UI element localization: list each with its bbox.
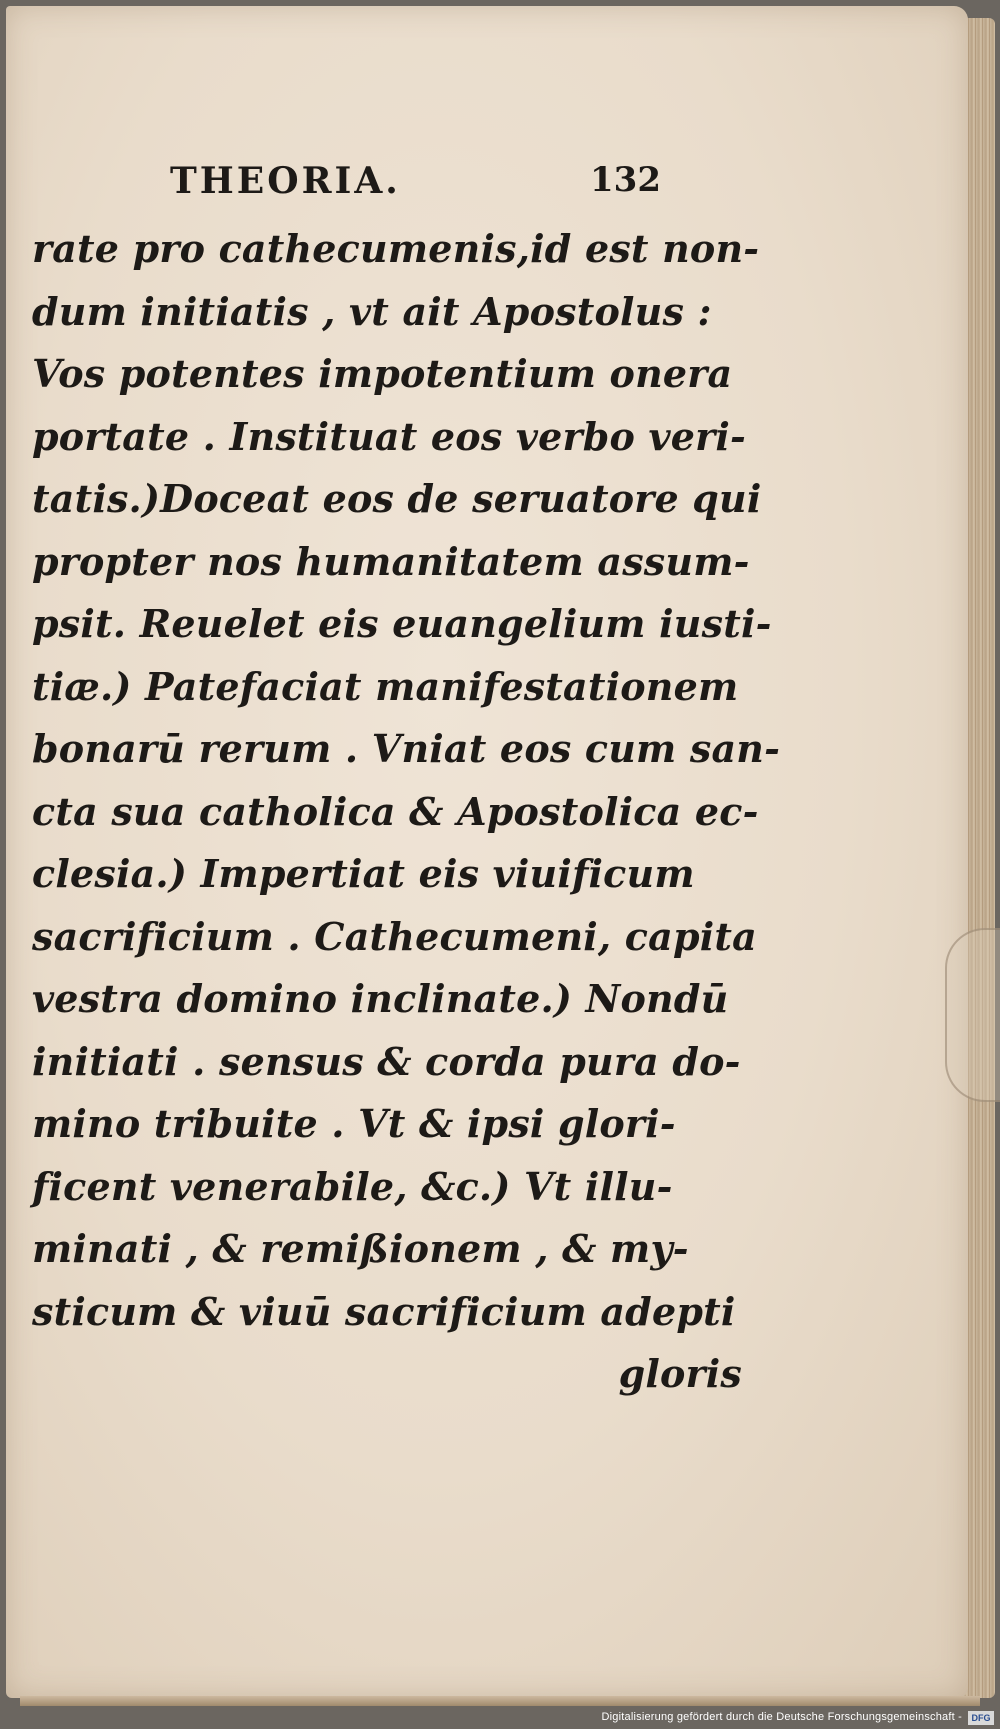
book-bottom-edge (20, 1696, 980, 1706)
text-line: minati , & remißionem , & my- (32, 1226, 689, 1271)
text-line: portate . Instituat eos verbo veri- (32, 413, 746, 459)
text-line: tatis.)Doceat eos de seruatore qui (32, 476, 762, 521)
text-line: dum initiatis , vt ait Apostolus : (32, 288, 712, 334)
page-clip (945, 928, 1000, 1102)
text-line: ficent venerabile, &c.) Vt illu- (32, 1163, 673, 1209)
page-header (170, 160, 690, 210)
text-line: clesia.) Impertiat eis viuificum (32, 851, 695, 896)
text-line: Vos potentes impotentium onera (32, 351, 733, 396)
text-line: rate pro cathecumenis,id est non- (32, 226, 760, 271)
text-line: tiæ.) Patefaciat manifestationem (32, 663, 739, 709)
footer-bar (0, 1708, 1000, 1729)
running-head: THEORIA. (170, 160, 401, 202)
text-line: cta sua catholica & Apostolica ec- (32, 788, 759, 834)
text-line: propter nos humanitatem assum- (32, 538, 750, 584)
dfg-logo: DFG (968, 1711, 994, 1725)
funding-credit: Digitalisierung gefördert durch die Deutsche Forschungsgemeinschaft - (601, 1711, 962, 1723)
text-line: vestra domino inclinate.) Nondū (32, 976, 729, 1021)
text-block (32, 218, 781, 1406)
text-line: bonarū rerum . Vniat eos cum san- (32, 726, 781, 771)
text-line: mino tribuite . Vt & ipsi glori- (32, 1101, 676, 1146)
text-line: sticum & viuū sacrificium adepti (32, 1288, 736, 1334)
text-line: sacrificium . Cathecumeni, capita (32, 913, 757, 959)
catchword: gloris (618, 1351, 742, 1396)
page-number: 132 (590, 160, 661, 200)
text-line: psit. Reuelet eis euangelium iusti- (32, 601, 772, 646)
text-line: initiati . sensus & corda pura do- (32, 1038, 741, 1084)
